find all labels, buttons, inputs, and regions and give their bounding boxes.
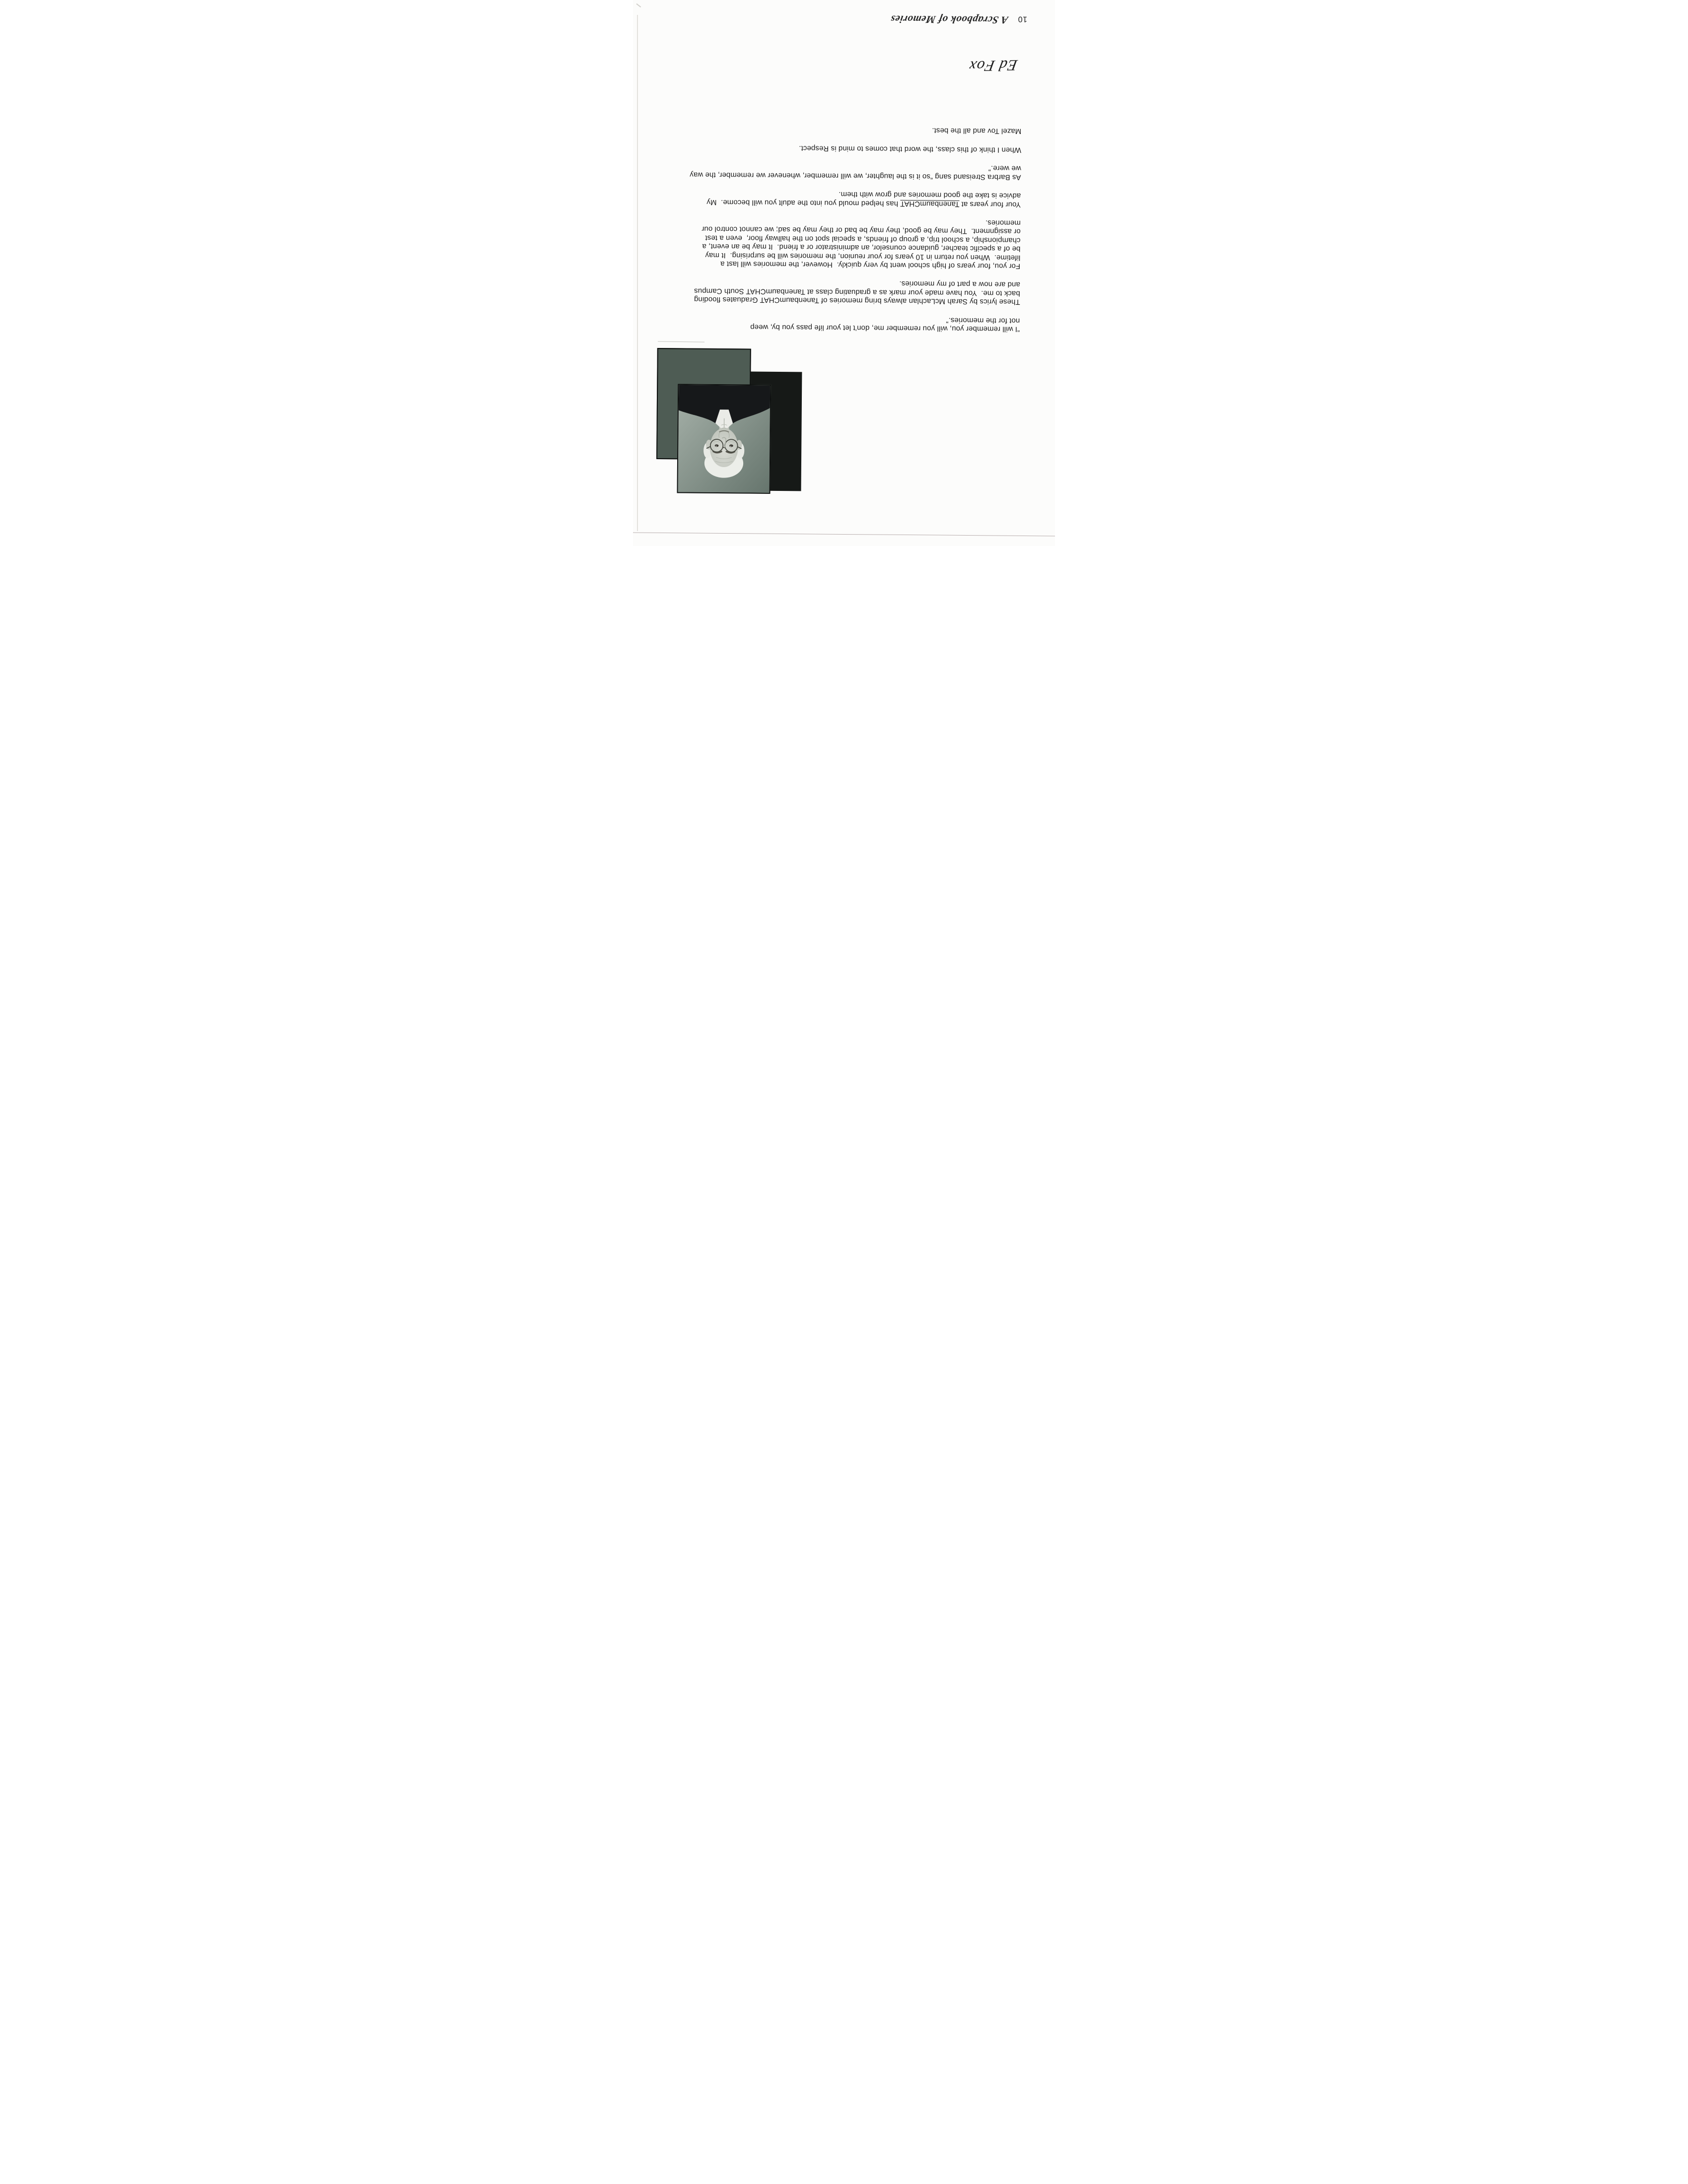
paragraph-growth	[665, 189, 1021, 208]
portrait-illustration	[678, 385, 771, 492]
paragraph-quote: “I will remember you, will you remember me, don’t let your life pass you by, weep not for the memories.”	[750, 316, 1020, 334]
handwritten-signature: Ed Fox	[967, 57, 1019, 75]
school-name-underlined: TanenbaumCHAT	[900, 199, 960, 208]
paragraph-mazel-tov: Mazel Tov and all the best.	[932, 126, 1022, 136]
paragraph-streisand: As Barbra Streisand sang “so it is the laughter, we will remember, whenever we remember, the way we were.”	[690, 164, 1021, 182]
scanned-page	[633, 0, 1055, 546]
page-content-rotated-180	[633, 0, 1055, 546]
book-title: A Scrapbook of Memories	[889, 13, 1009, 26]
paragraph-memories: For you, four years of high school went by very quickly. However, the memories will last a lifetime. When you return in 10 years for your reunion, the memories will be surprising. It may be of a specific teacher, guidance counselor, an administrator or a friend. It may be an event, a championship, a school trip, a group of friends, a special spot on the hallway floor, even a test or assignment. They may be good, they may be bad or they may be sad; we cannot control our memories.	[702, 218, 1021, 271]
message-body	[664, 114, 1021, 334]
page-number: 10	[1018, 14, 1028, 23]
portrait-photo	[677, 384, 772, 493]
page-footer	[891, 13, 1027, 26]
paragraph-respect: When I think of this class, the word that comes to mind is Respect.	[799, 144, 1022, 154]
growth-pre: Your four years at	[959, 200, 1021, 209]
growth-post: has helped mould you into the adult you will become. My advice is take the good memories and grow with them.	[706, 190, 1021, 208]
paragraph-lyrics-credit: These lyrics by Sarah McLachlan always bring memories of TanenbaumCHAT Graduates flooding back to me. You have made your mark as a graduating class at TanenbaumCHAT South Campus and are now a part of my memories.	[694, 279, 1020, 306]
